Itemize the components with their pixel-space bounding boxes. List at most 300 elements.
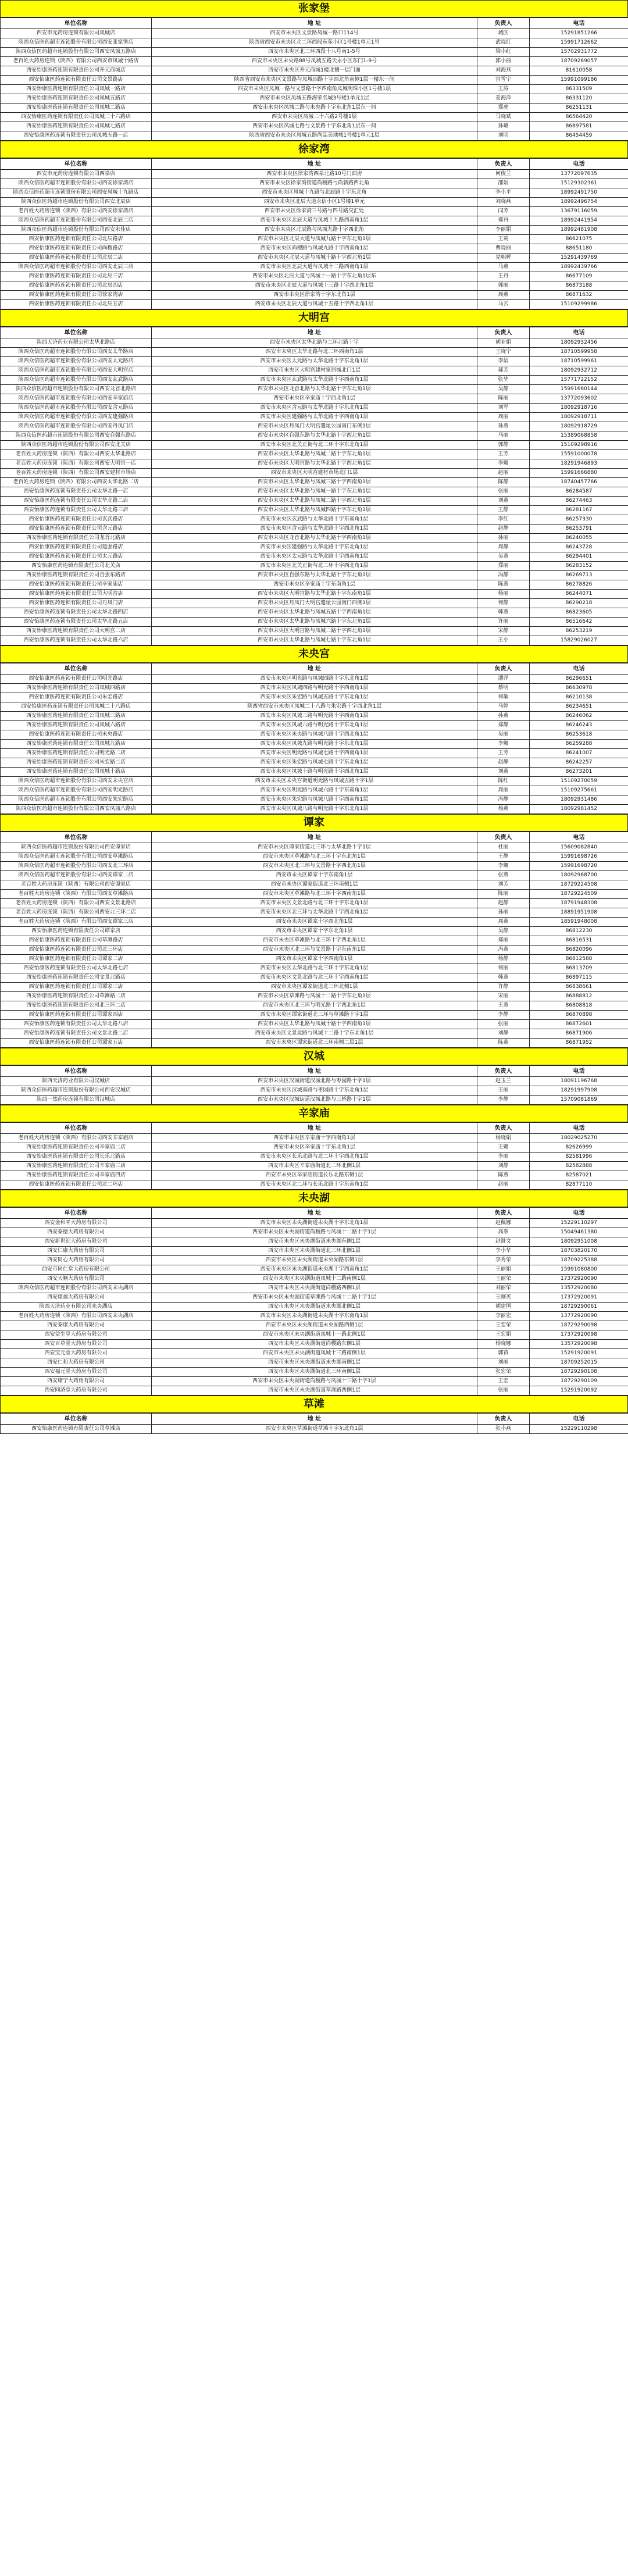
contact-person: 郝芳 xyxy=(477,366,530,376)
store-address: 西安市未央区玄武路与太华北路十字西南角1层 xyxy=(152,376,477,385)
table-row xyxy=(1,1330,628,1340)
table-row xyxy=(1,795,628,805)
table-row xyxy=(1,497,628,506)
store-address: 西安市未央区含元路与太华北路十字西北角1层 xyxy=(152,525,477,534)
store-name: 西安怡康医药连锁有限责任公司辛家庙四店 xyxy=(1,1171,152,1180)
store-address: 西安市未央区凤城五路海荣名城3号楼1单元1层 xyxy=(152,94,477,104)
store-name: 西安怡康医药连锁有限责任公司龙首北路店 xyxy=(1,534,152,543)
district-title: 谭家 xyxy=(0,814,628,832)
store-address: 西安市未央区未央宫街道明光路与凤城五路十字1层 xyxy=(152,777,477,786)
contact-person: 郑丽 xyxy=(477,936,530,946)
table-row xyxy=(1,1153,628,1162)
store-address: 西安市未央区玄武路与太华北路十字东南角1层 xyxy=(152,515,477,525)
store-address: 西安市未央区汉城街道汉城北路与三桥路十字1层 xyxy=(152,1096,477,1105)
contact-person: 冯静 xyxy=(477,795,530,805)
table-row xyxy=(1,608,628,618)
store-phone: 18729224509 xyxy=(530,890,628,899)
column-header-name: 单位名称 xyxy=(1,1123,152,1134)
table-row xyxy=(1,1321,628,1330)
store-phone: 15702931772 xyxy=(530,48,628,57)
table-row xyxy=(1,927,628,936)
table-header-row xyxy=(1,1123,628,1134)
table-row xyxy=(1,1180,628,1190)
table-row xyxy=(1,862,628,871)
table-row xyxy=(1,291,628,300)
store-address: 西安市未央区北三环与文景路十字西北角1层 xyxy=(152,862,477,871)
contact-person: 何静 xyxy=(477,599,530,608)
table-row xyxy=(1,636,628,645)
store-name: 老百姓大药房连锁（陕西）有限公司西安徐家湾店 xyxy=(1,207,152,216)
contact-person: 马丽 xyxy=(477,431,530,441)
contact-person: 王燕 xyxy=(477,1001,530,1011)
pharmacy-table xyxy=(0,663,628,814)
store-phone: 86630978 xyxy=(530,684,628,693)
table-row xyxy=(1,899,628,908)
contact-person: 张华 xyxy=(477,376,530,385)
store-address: 西安市未央区建强路与太华北路十字东北角1层 xyxy=(152,543,477,552)
table-row xyxy=(1,1143,628,1153)
column-header-name: 单位名称 xyxy=(1,663,152,675)
store-phone: 18092918711 xyxy=(530,413,628,422)
store-phone: 86812588 xyxy=(530,955,628,964)
store-phone: 86257330 xyxy=(530,515,628,525)
store-address: 西安市未央区辛家庙十字东南角1层 xyxy=(152,580,477,590)
column-header-person: 负责人 xyxy=(477,327,530,338)
store-name: 西安怡康医药连锁有限责任公司朱宏路二店 xyxy=(1,758,152,768)
store-address: 西安市未央区文景路凤城一路口114号 xyxy=(152,29,477,38)
contact-person: 何俊兰 xyxy=(477,170,530,179)
table-row xyxy=(1,394,628,404)
store-phone: 15291920091 xyxy=(530,1349,628,1358)
store-address: 西安市未央区未央湖街道北三环南侧1层 xyxy=(152,1368,477,1377)
store-address: 西安市未央区大明宫建材家居城北门1层 xyxy=(152,366,477,376)
store-address: 西安市未央区草滩路与凤城十二路十字东北角1层 xyxy=(152,992,477,1001)
store-phone: 86251131 xyxy=(530,104,628,113)
store-name: 西安百草堂大药房有限公司 xyxy=(1,1340,152,1349)
table-row xyxy=(1,122,628,131)
column-header-name: 单位名称 xyxy=(1,1066,152,1077)
store-phone: 86283152 xyxy=(530,562,628,571)
store-phone: 86253791 xyxy=(530,525,628,534)
district-section xyxy=(0,1048,628,1105)
store-name: 西安怡康医药连锁有限责任公司谭家二店 xyxy=(1,955,152,964)
contact-person: 杨晓娟 xyxy=(477,1134,530,1143)
store-name: 西安怡康医药连锁有限责任公司谭家五店 xyxy=(1,1039,152,1048)
store-name: 西安福元堂大药房有限公司 xyxy=(1,1368,152,1377)
contact-person: 刘晓燕 xyxy=(477,198,530,207)
table-header-row xyxy=(1,1208,628,1219)
contact-person: 胡亚娟 xyxy=(477,338,530,348)
contact-person: 宋静 xyxy=(477,627,530,636)
store-phone: 15591000078 xyxy=(530,450,628,459)
store-name: 陕西众信医药超市连锁股份有限公司西安凤城八路店 xyxy=(1,805,152,814)
store-address: 西安市未央区凤城二十六路2号楼1层 xyxy=(152,113,477,122)
store-phone: 86284587 xyxy=(530,487,628,497)
store-phone: 86677109 xyxy=(530,272,628,281)
store-name: 老百姓大药房连锁（陕西）有限公司西安文景北路店 xyxy=(1,899,152,908)
store-name: 陕西众信医药超市连锁股份有限公司西安太元路店 xyxy=(1,357,152,366)
contact-person: 王丽荣 xyxy=(477,1275,530,1284)
contact-person: 周丽 xyxy=(477,786,530,795)
store-address: 西安市未央区丹凤门大明宫遗址公园南门东侧1层 xyxy=(152,422,477,431)
store-phone: 13772920090 xyxy=(530,1312,628,1321)
store-address: 西安市未央区未央湖街道尚稷路西侧1层 xyxy=(152,1284,477,1293)
store-phone: 18729290098 xyxy=(530,1321,628,1330)
store-name: 西安同心大药房有限公司 xyxy=(1,1256,152,1265)
contact-person: 郑丽 xyxy=(477,562,530,571)
contact-person: 陈燕 xyxy=(477,1039,530,1048)
column-header-person: 负责人 xyxy=(477,1414,530,1425)
store-address: 西安市未央区太华北路与凤城三路十字西南角1层 xyxy=(152,478,477,487)
store-name: 西安怡康医药连锁有限责任公司北二环店 xyxy=(1,1180,152,1190)
contact-person: 李小华 xyxy=(477,1247,530,1256)
contact-person: 周燕 xyxy=(477,918,530,927)
store-phone: 15991698726 xyxy=(530,852,628,862)
store-phone: 13679116059 xyxy=(530,207,628,216)
contact-person: 刘燕 xyxy=(477,768,530,777)
contact-person: 陈红 xyxy=(477,777,530,786)
contact-person: 王宏荣 xyxy=(477,1321,530,1330)
store-address: 西安市未央区太华北路与凤城五路十字西南角1层 xyxy=(152,608,477,618)
store-phone: 86234651 xyxy=(530,702,628,712)
store-phone: 86816531 xyxy=(530,936,628,946)
store-name: 西安怡康医药连锁有限责任公司长乐北路店 xyxy=(1,1153,152,1162)
store-address: 西安市未央区谭家街道北三环北侧1层 xyxy=(152,983,477,992)
store-name: 陕西众信医药超市连锁股份有限公司西安北三环店 xyxy=(1,862,152,871)
store-phone: 82582888 xyxy=(530,1162,628,1171)
table-row xyxy=(1,693,628,702)
column-header-address: 地 址 xyxy=(152,1123,477,1134)
store-name: 西安仁和大药房有限公司 xyxy=(1,1358,152,1368)
store-phone: 18709225388 xyxy=(530,1256,628,1265)
table-row xyxy=(1,1077,628,1086)
district-title: 草滩 xyxy=(0,1396,628,1413)
store-phone: 86454459 xyxy=(530,131,628,141)
store-phone: 15291920092 xyxy=(530,1386,628,1396)
store-phone: 86870898 xyxy=(530,1011,628,1020)
store-name: 陕西众信医药超市连锁股份有限公司西安建强路店 xyxy=(1,413,152,422)
table-row xyxy=(1,1001,628,1011)
table-row xyxy=(1,973,628,983)
table-row xyxy=(1,263,628,272)
contact-person: 孙璐 xyxy=(477,122,530,131)
table-row xyxy=(1,366,628,376)
store-name: 西安怡康医药连锁有限责任公司玄武路店 xyxy=(1,515,152,525)
contact-person: 周静 xyxy=(477,543,530,552)
store-phone: 86888812 xyxy=(530,992,628,1001)
contact-person: 刘静 xyxy=(477,1029,530,1039)
store-address: 西安市未央区明光路与凤城六路十字东南角1层 xyxy=(152,786,477,795)
store-name: 西安怡康医药连锁有限责任公司北三环二店 xyxy=(1,1001,152,1011)
store-address: 西安市未央区凤城七路与文景路十字东北角1层东一间 xyxy=(152,122,477,131)
store-phone: 15991660144 xyxy=(530,385,628,394)
store-phone: 18992441954 xyxy=(530,216,628,226)
district-title: 张家堡 xyxy=(0,0,628,17)
table-row xyxy=(1,936,628,946)
pharmacy-table xyxy=(0,158,628,309)
contact-person: 梁小红 xyxy=(477,48,530,57)
contact-person: 刘芳 xyxy=(477,880,530,890)
store-name: 西安怡康医药连锁有限责任公司凤城二路店 xyxy=(1,104,152,113)
store-address: 西安市未央区太华北路与北二环西南角1层 xyxy=(152,348,477,357)
store-name: 西安怡康医药连锁有限责任公司北三环店 xyxy=(1,946,152,955)
store-name: 西安怡康医药连锁有限责任公司太华北路八店 xyxy=(1,1020,152,1029)
table-row xyxy=(1,188,628,198)
contact-person: 李丽娟 xyxy=(477,226,530,235)
contact-person: 李静 xyxy=(477,1011,530,1020)
store-name: 老百姓大药房连锁（陕西）有限公司西安大明宫一店 xyxy=(1,459,152,469)
store-address: 西安市未央区未央路88号凤城五路天永小区东门1-9号 xyxy=(152,57,477,66)
store-address: 西安市未央区北二环西段十八号南1-5号 xyxy=(152,48,477,57)
contact-person: 赵丽 xyxy=(477,469,530,478)
table-row xyxy=(1,506,628,515)
contact-person: 刘海燕 xyxy=(477,66,530,76)
table-row xyxy=(1,992,628,1001)
store-name: 西安怡康医药连锁有限责任公司凤城五路一店 xyxy=(1,131,152,141)
store-phone: 15109299986 xyxy=(530,300,628,309)
store-phone: 18992491750 xyxy=(530,188,628,198)
store-phone: 86273201 xyxy=(530,768,628,777)
district-title: 汉城 xyxy=(0,1048,628,1065)
table-row xyxy=(1,207,628,216)
store-phone: 15049461380 xyxy=(530,1228,628,1237)
contact-person: 刘军 xyxy=(477,404,530,413)
store-name: 老百姓大药房连锁（陕西）有限公司西安未央湖店 xyxy=(1,1312,152,1321)
store-name: 西安怡康医药连锁有限责任公司北辰二店 xyxy=(1,254,152,263)
store-phone: 15991712662 xyxy=(530,38,628,48)
store-name: 西安仁康大药房有限公司 xyxy=(1,1247,152,1256)
district-section xyxy=(0,0,628,141)
contact-person: 王莉 xyxy=(477,235,530,244)
store-name: 西安怡康医药连锁有限责任公司凤城二十六路店 xyxy=(1,113,152,122)
contact-person: 马婷 xyxy=(477,702,530,712)
store-address: 西安市未央区凤城四路与明光路十字西南角1层 xyxy=(152,684,477,693)
store-address: 陕西省西安市未央区北二环西段东苑小区1号楼1单元1号 xyxy=(152,38,477,48)
store-address: 西安市未央区谭家十字东南角1层 xyxy=(152,871,477,880)
contact-person: 宋丽 xyxy=(477,992,530,1001)
store-name: 西安怡康医药连锁有限责任公司凤城六路店 xyxy=(1,721,152,730)
store-name: 西安怡康医药连锁有限责任公司开元商城店 xyxy=(1,66,152,76)
store-name: 西安怡康医药连锁有限责任公司谭家四店 xyxy=(1,1011,152,1020)
store-name: 陕西众信医药超市连锁股份有限公司西安丹凤门店 xyxy=(1,422,152,431)
store-address: 西安市未央区朱宏路与凤城八路十字西南角1层 xyxy=(152,795,477,805)
table-row xyxy=(1,1011,628,1020)
store-name: 西安怡康医药连锁有限责任公司太元路店 xyxy=(1,552,152,562)
column-header-address: 地 址 xyxy=(152,159,477,170)
column-header-name: 单位名称 xyxy=(1,832,152,843)
store-phone: 86290218 xyxy=(530,599,628,608)
contact-person: 王静 xyxy=(477,506,530,515)
table-row xyxy=(1,57,628,66)
store-name: 西安怡康医药连锁有限责任公司明光路店 xyxy=(1,675,152,684)
table-row xyxy=(1,1228,628,1237)
store-address: 西安市未央区未央湖街道未央湖东侧1层 xyxy=(152,1237,477,1247)
store-name: 西安怡康医药连锁有限责任公司文景路店 xyxy=(1,76,152,85)
store-address: 西安市未央区未央湖街道尚稷路与凤城十三路十字1层 xyxy=(152,1377,477,1386)
table-row xyxy=(1,1039,628,1048)
contact-person: 杨静 xyxy=(477,955,530,964)
store-address: 西安市未央区凤城八路与明光路十字东北角1层 xyxy=(152,805,477,814)
store-address: 西安市未央区未央湖街道北三环北侧1层 xyxy=(152,1247,477,1256)
store-name: 西安怡康医药连锁有限责任公司太华北路五店 xyxy=(1,618,152,627)
table-row xyxy=(1,1265,628,1275)
contact-person: 赵静 xyxy=(477,758,530,768)
district-section xyxy=(0,1190,628,1396)
store-phone: 86871632 xyxy=(530,291,628,300)
column-header-address: 地 址 xyxy=(152,327,477,338)
store-phone: 86253618 xyxy=(530,730,628,740)
contact-person: 王芳 xyxy=(477,749,530,758)
store-phone: 15609082840 xyxy=(530,843,628,852)
store-address: 西安市未央区北三环与明光路十字西北角1层 xyxy=(152,1001,477,1011)
store-address: 西安市未央区未央湖街道凤城十三路南侧1层 xyxy=(152,1349,477,1358)
table-row xyxy=(1,1134,628,1143)
contact-person: 李娜 xyxy=(477,459,530,469)
store-address: 西安市未央区未央湖街道尚稷路与凤城十二路十字1层 xyxy=(152,1228,477,1237)
store-address: 西安市未央区明光路与凤城四路十字东北角1层 xyxy=(152,675,477,684)
table-row xyxy=(1,76,628,85)
store-name: 陕西众信医药超市连锁股份有限公司西安凤城五路店 xyxy=(1,48,152,57)
store-name: 西安康宁大药房有限公司 xyxy=(1,1377,152,1386)
store-address: 西安市未央区辛家庙街道北二环北侧1层 xyxy=(152,1162,477,1171)
store-phone: 13772097635 xyxy=(530,170,628,179)
store-address: 陕西省西安市未央区凤城二十八路与朱宏路十字西北角1层 xyxy=(152,702,477,712)
table-row xyxy=(1,618,628,627)
column-header-address: 地 址 xyxy=(152,1066,477,1077)
store-phone: 18729224508 xyxy=(530,880,628,890)
table-row xyxy=(1,244,628,254)
table-row xyxy=(1,871,628,880)
store-phone: 18729290109 xyxy=(530,1377,628,1386)
store-phone: 18710599961 xyxy=(530,357,628,366)
table-row xyxy=(1,104,628,113)
contact-person: 张丽 xyxy=(477,1386,530,1396)
table-row xyxy=(1,1275,628,1284)
store-phone: 15109275661 xyxy=(530,786,628,795)
store-name: 西安怡康医药连锁有限责任公司太华北路四店 xyxy=(1,608,152,618)
store-phone: 15771722152 xyxy=(530,376,628,385)
contact-person: 郑丹 xyxy=(477,216,530,226)
contact-person: 李丽 xyxy=(477,1153,530,1162)
store-address: 西安市未央区未央湖街道未央湖路西侧1层 xyxy=(152,1321,477,1330)
table-row xyxy=(1,777,628,786)
column-header-phone: 电话 xyxy=(530,18,628,29)
table-row xyxy=(1,1340,628,1349)
table-row xyxy=(1,487,628,497)
store-phone: 86278826 xyxy=(530,580,628,590)
contact-person: 孙丽 xyxy=(477,534,530,543)
store-address: 西安市未央区建强路与太华北路十字西南角1层 xyxy=(152,413,477,422)
store-address: 西安市未央区凤城十路与明光路十字西北角1层 xyxy=(152,768,477,777)
pharmacy-table xyxy=(0,17,628,141)
store-name: 老百姓大药房连锁（陕西）有限公司西安谭家三店 xyxy=(1,918,152,927)
store-phone: 18092931486 xyxy=(530,795,628,805)
store-name: 西安怡康医药连锁有限责任公司北关店 xyxy=(1,562,152,571)
store-phone: 15389068858 xyxy=(530,431,628,441)
store-name: 西安市元药房连锁有限公司西泉店 xyxy=(1,170,152,179)
store-name: 陕西天济药业有限公司太华北路店 xyxy=(1,338,152,348)
store-phone: 15109270059 xyxy=(530,777,628,786)
table-row xyxy=(1,1358,628,1368)
contact-person: 陈丽 xyxy=(477,890,530,899)
table-row xyxy=(1,983,628,992)
table-row xyxy=(1,534,628,543)
store-address: 陕西省西安市未央区文景路与凤城四路十字西北角南侧1层一楼东一间 xyxy=(152,76,477,85)
contact-person: 李静 xyxy=(477,1096,530,1105)
store-phone: 86871906 xyxy=(530,1029,628,1039)
column-header-phone: 电话 xyxy=(530,663,628,675)
pharmacy-table xyxy=(0,1122,628,1190)
store-name: 陕西众信医药超市连锁股份有限公司西安太华路店 xyxy=(1,348,152,357)
store-phone: 86281167 xyxy=(530,506,628,515)
table-row xyxy=(1,1368,628,1377)
table-header-row xyxy=(1,832,628,843)
table-row xyxy=(1,599,628,608)
column-header-name: 单位名称 xyxy=(1,159,152,170)
pharmacy-table xyxy=(0,832,628,1048)
store-phone: 18092951008 xyxy=(530,1237,628,1247)
store-phone: 86241007 xyxy=(530,749,628,758)
column-header-person: 负责人 xyxy=(477,18,530,29)
store-name: 陕西众信医药超市连锁股份有限公司西安辛家庙店 xyxy=(1,394,152,404)
district-section xyxy=(0,814,628,1048)
contact-person: 王宏 xyxy=(477,1377,530,1386)
table-row xyxy=(1,1219,628,1228)
table-row xyxy=(1,441,628,450)
contact-person: 刘明 xyxy=(477,131,530,141)
store-address: 西安市未央区北辰大道与凤城十二路西南角1层 xyxy=(152,263,477,272)
store-phone: 81610058 xyxy=(530,66,628,76)
column-header-person: 负责人 xyxy=(477,832,530,843)
column-header-phone: 电话 xyxy=(530,327,628,338)
table-row xyxy=(1,1284,628,1293)
store-address: 西安市未央区未央湖街道未央湖十字东北角1层 xyxy=(152,1219,477,1228)
store-name: 西安怡康医药连锁有限责任公司凤城十路店 xyxy=(1,768,152,777)
store-name: 老百姓大药房连锁（陕西）有限公司西安谭家店 xyxy=(1,880,152,890)
store-phone: 15109298916 xyxy=(530,441,628,450)
store-name: 西安怡康医药连锁有限责任公司文景北路二店 xyxy=(1,1029,152,1039)
store-address: 西安市未央区丹凤门大明宫遗址公园南门西侧1层 xyxy=(152,599,477,608)
table-row xyxy=(1,721,628,730)
column-header-person: 负责人 xyxy=(477,663,530,675)
store-name: 老百姓大药房连锁（陕西）有限公司西安辛家庙店 xyxy=(1,1134,152,1143)
contact-person: 许静 xyxy=(477,983,530,992)
table-row xyxy=(1,627,628,636)
store-phone: 18092968700 xyxy=(530,871,628,880)
store-name: 西安怡康医药连锁有限责任公司朱宏路店 xyxy=(1,693,152,702)
contact-person: 韩燕 xyxy=(477,608,530,618)
store-phone: 18791948308 xyxy=(530,899,628,908)
store-phone: 18729290108 xyxy=(530,1368,628,1377)
store-name: 陕西众信医药超市连锁股份有限公司西安谭家二店 xyxy=(1,871,152,880)
contact-person: 王小 xyxy=(477,636,530,645)
store-phone: 18291997908 xyxy=(530,1086,628,1096)
table-row xyxy=(1,843,628,852)
store-phone: 86240055 xyxy=(530,534,628,543)
store-address: 西安市未央区未央湖街道未央湖十字东南角1层 xyxy=(152,1312,477,1321)
table-row xyxy=(1,684,628,693)
store-address: 西安市未央区凤城二路与未央路十字东北角1层东一间 xyxy=(152,104,477,113)
store-address: 西安市未央区徐家湾三号路与四号路交汇处 xyxy=(152,207,477,216)
store-name: 陕西众信医药超市连锁股份有限公司西安玄武路店 xyxy=(1,376,152,385)
store-name: 西安怡康医药连锁有限责任公司太华北路二店 xyxy=(1,497,152,506)
store-phone: 18891951908 xyxy=(530,908,628,918)
table-row xyxy=(1,1425,628,1434)
store-phone: 17372920098 xyxy=(530,1330,628,1340)
store-name: 西安怡康医药连锁有限责任公司丹凤门店 xyxy=(1,599,152,608)
store-name: 西安怡康医药连锁有限责任公司凤城七路店 xyxy=(1,122,152,131)
store-name: 西安怡康医药连锁有限责任公司太华北路三店 xyxy=(1,506,152,515)
